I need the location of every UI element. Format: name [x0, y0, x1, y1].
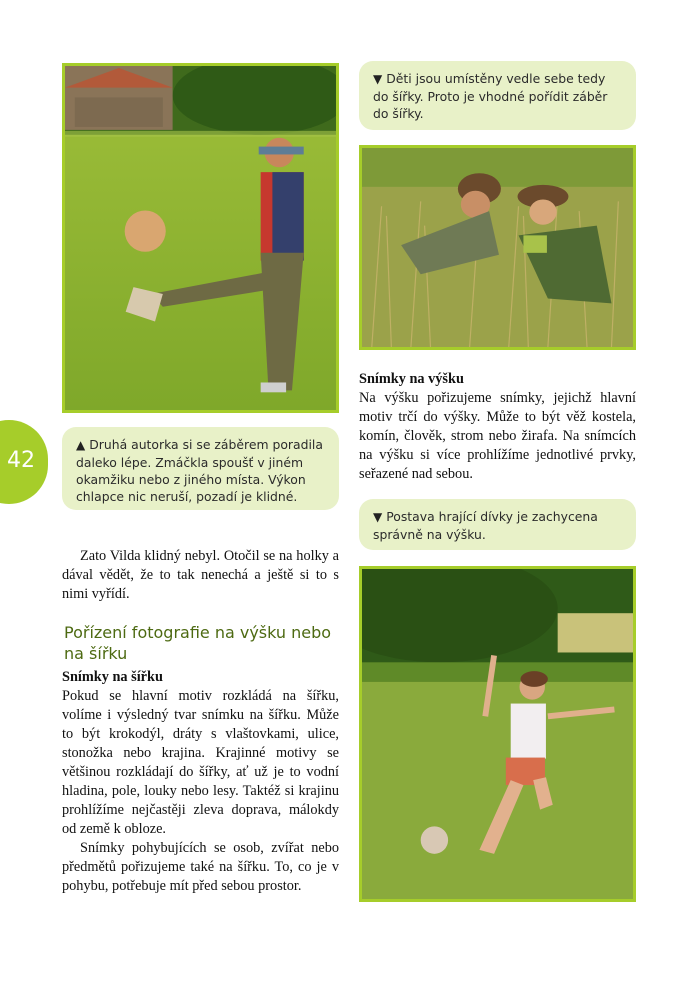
- caption-girl-portrait: [359, 499, 636, 550]
- subheading-portrait: Snímky na výšku: [359, 371, 464, 387]
- caption-text: Druhá autorka si se záběrem poradila daleko lépe. Zmáčkla spoušť v jiném okamžiku nebo z jiného místa. Výkon chlapce nic neruší, pozadí je klidné.: [76, 437, 323, 504]
- section-landscape-photos: [62, 668, 339, 896]
- caption-text: Děti jsou umístěny vedle sebe tedy do šířky. Proto je vhodné pořídit záběr do šířky.: [373, 71, 608, 121]
- paragraph-landscape-2: Snímky pohybujících se osob, zvířat nebo předmětů pořizujeme také na šířku. To, co je v pohybu, potřebuje mít před sebou prostor.: [62, 840, 339, 894]
- caption-children-side-by-side: [359, 61, 636, 130]
- photo-children-in-grass: [359, 145, 636, 350]
- intro-text: [62, 547, 339, 604]
- caption-text: Postava hrající dívky je zachycena správně na výšku.: [373, 509, 598, 542]
- caption-arrow-up-icon: ▲: [76, 438, 86, 452]
- subheading-landscape: Snímky na šířku: [62, 669, 163, 685]
- paragraph-portrait: Na výšku pořizujeme snímky, jejichž hlavní motiv trčí do výšky. Může to být věž kostela, komín, člověk, strom nebo žirafa. Na snímcích na výšku si více prohlížíme jednotlivé prvky, seřazené nad sebou.: [359, 390, 636, 482]
- caption-arrow-down-icon: ▼: [373, 72, 383, 86]
- caption-arrow-down-icon: ▼: [373, 510, 383, 524]
- photo-boy-kicking-ball: [62, 63, 339, 413]
- section-portrait-photos: [359, 370, 636, 484]
- section-heading: Pořízení fotografie na výšku nebo na šířku: [64, 623, 332, 663]
- intro-paragraph: Zato Vilda klidný nebyl. Otočil se na holky a dával vědět, že to tak nenechá a ještě si to s nimi vyřídí.: [62, 548, 339, 602]
- photo-girl-kicking-ball: [359, 566, 636, 902]
- paragraph-landscape-1: Pokud se hlavní motiv rozkládá na šířku, volíme i výsledný tvar snímku na šířku. Může to být krokodýl, dráty s vlaštovkami, ulice, stonožka nebo krajina. Krajinné motivy se většinou rozkládají do šířky, ať už je to vodní hladina, pole, louky nebo lesy. Taktéž si krajinu prohlížíme nejčastěji zleva doprava, málokdy od země k obloze.: [62, 688, 339, 837]
- caption-second-author: [62, 427, 339, 510]
- page-number: 42: [7, 448, 35, 473]
